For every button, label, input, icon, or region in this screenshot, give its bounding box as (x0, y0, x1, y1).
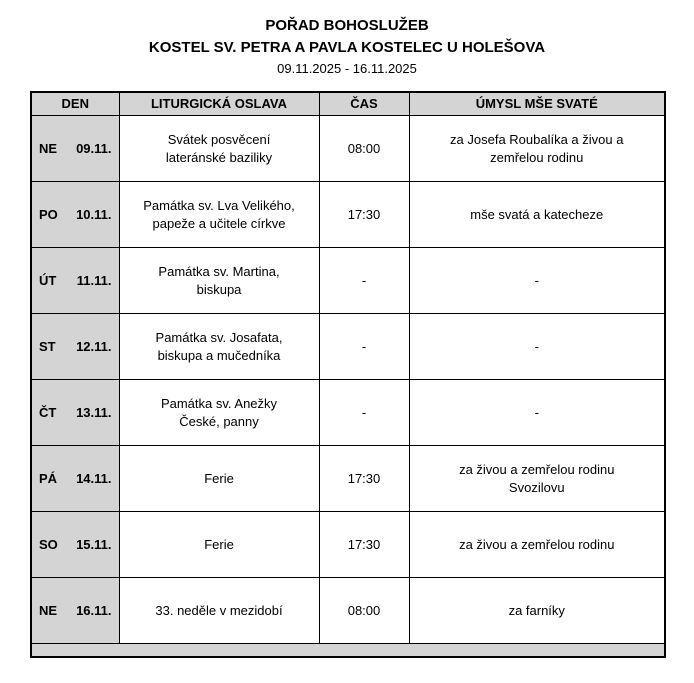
day-cell (31, 446, 119, 512)
feast-cell: Svátek posvěcení lateránské baziliky (119, 116, 319, 182)
column-header-den: DEN (31, 92, 119, 116)
intention-cell: za Josefa Roubalíka a živou a zemřelou rodinu (409, 116, 665, 182)
table-row (31, 380, 665, 446)
day-cell (31, 248, 119, 314)
day-date: 11.11. (76, 273, 112, 289)
day-date: 15.11. (76, 537, 112, 553)
day-cell (31, 314, 119, 380)
column-header-cas: ČAS (319, 92, 409, 116)
table-footer-row (31, 644, 665, 657)
intention-cell: za živou a zemřelou rodinu Svozilovu (409, 446, 665, 512)
intention-cell: mše svatá a katecheze (409, 182, 665, 248)
feast-cell: Památka sv. Martina, biskupa (119, 248, 319, 314)
time-cell: 17:30 (319, 182, 409, 248)
feast-cell: 33. neděle v mezidobí (119, 578, 319, 644)
table-header-row (31, 92, 665, 116)
day-cell (31, 116, 119, 182)
time-cell: - (319, 314, 409, 380)
feast-cell: Památka sv. Anežky České, panny (119, 380, 319, 446)
table-row (31, 116, 665, 182)
day-date: 13.11. (76, 405, 112, 421)
intention-cell: za farníky (409, 578, 665, 644)
day-abbrev: NE (39, 603, 58, 619)
column-header-umysl: ÚMYSL MŠE SVATÉ (409, 92, 665, 116)
day-date: 12.11. (76, 339, 112, 355)
time-cell: 08:00 (319, 578, 409, 644)
schedule-table (30, 91, 666, 658)
table-row (31, 512, 665, 578)
intention-cell: za živou a zemřelou rodinu (409, 512, 665, 578)
table-row (31, 314, 665, 380)
day-cell (31, 512, 119, 578)
column-header-liturgicka-oslava: LITURGICKÁ OSLAVA (119, 92, 319, 116)
day-abbrev: NE (39, 141, 58, 157)
day-date: 09.11. (76, 141, 112, 157)
day-abbrev: PÁ (39, 471, 58, 487)
day-abbrev: SO (39, 537, 58, 553)
table-row (31, 248, 665, 314)
intention-cell: - (409, 380, 665, 446)
time-cell: 17:30 (319, 446, 409, 512)
table-footer-bar (31, 644, 665, 657)
feast-cell: Památka sv. Josafata, biskupa a mučedníka (119, 314, 319, 380)
day-date: 14.11. (76, 471, 112, 487)
table-row (31, 446, 665, 512)
day-abbrev: ÚT (39, 273, 57, 289)
time-cell: - (319, 380, 409, 446)
day-cell (31, 182, 119, 248)
time-cell: 08:00 (319, 116, 409, 182)
time-cell: 17:30 (319, 512, 409, 578)
table-row (31, 578, 665, 644)
feast-cell: Památka sv. Lva Velikého, papeže a učitele církve (119, 182, 319, 248)
day-date: 10.11. (76, 207, 112, 223)
feast-cell: Ferie (119, 446, 319, 512)
intention-cell: - (409, 248, 665, 314)
title-block (0, 0, 694, 79)
day-cell (31, 380, 119, 446)
day-abbrev: PO (39, 207, 58, 223)
church-name: KOSTEL SV. PETRA A PAVLA KOSTELEC U HOLEŠOVA (148, 38, 546, 56)
day-cell (31, 578, 119, 644)
day-abbrev: ST (39, 339, 56, 355)
day-date: 16.11. (76, 603, 112, 619)
feast-cell: Ferie (119, 512, 319, 578)
document-title: POŘAD BOHOSLUŽEB (265, 17, 429, 34)
day-abbrev: ČT (39, 405, 57, 421)
intention-cell: - (409, 314, 665, 380)
table-row (31, 182, 665, 248)
date-range: 09.11.2025 - 16.11.2025 (277, 60, 417, 76)
time-cell: - (319, 248, 409, 314)
